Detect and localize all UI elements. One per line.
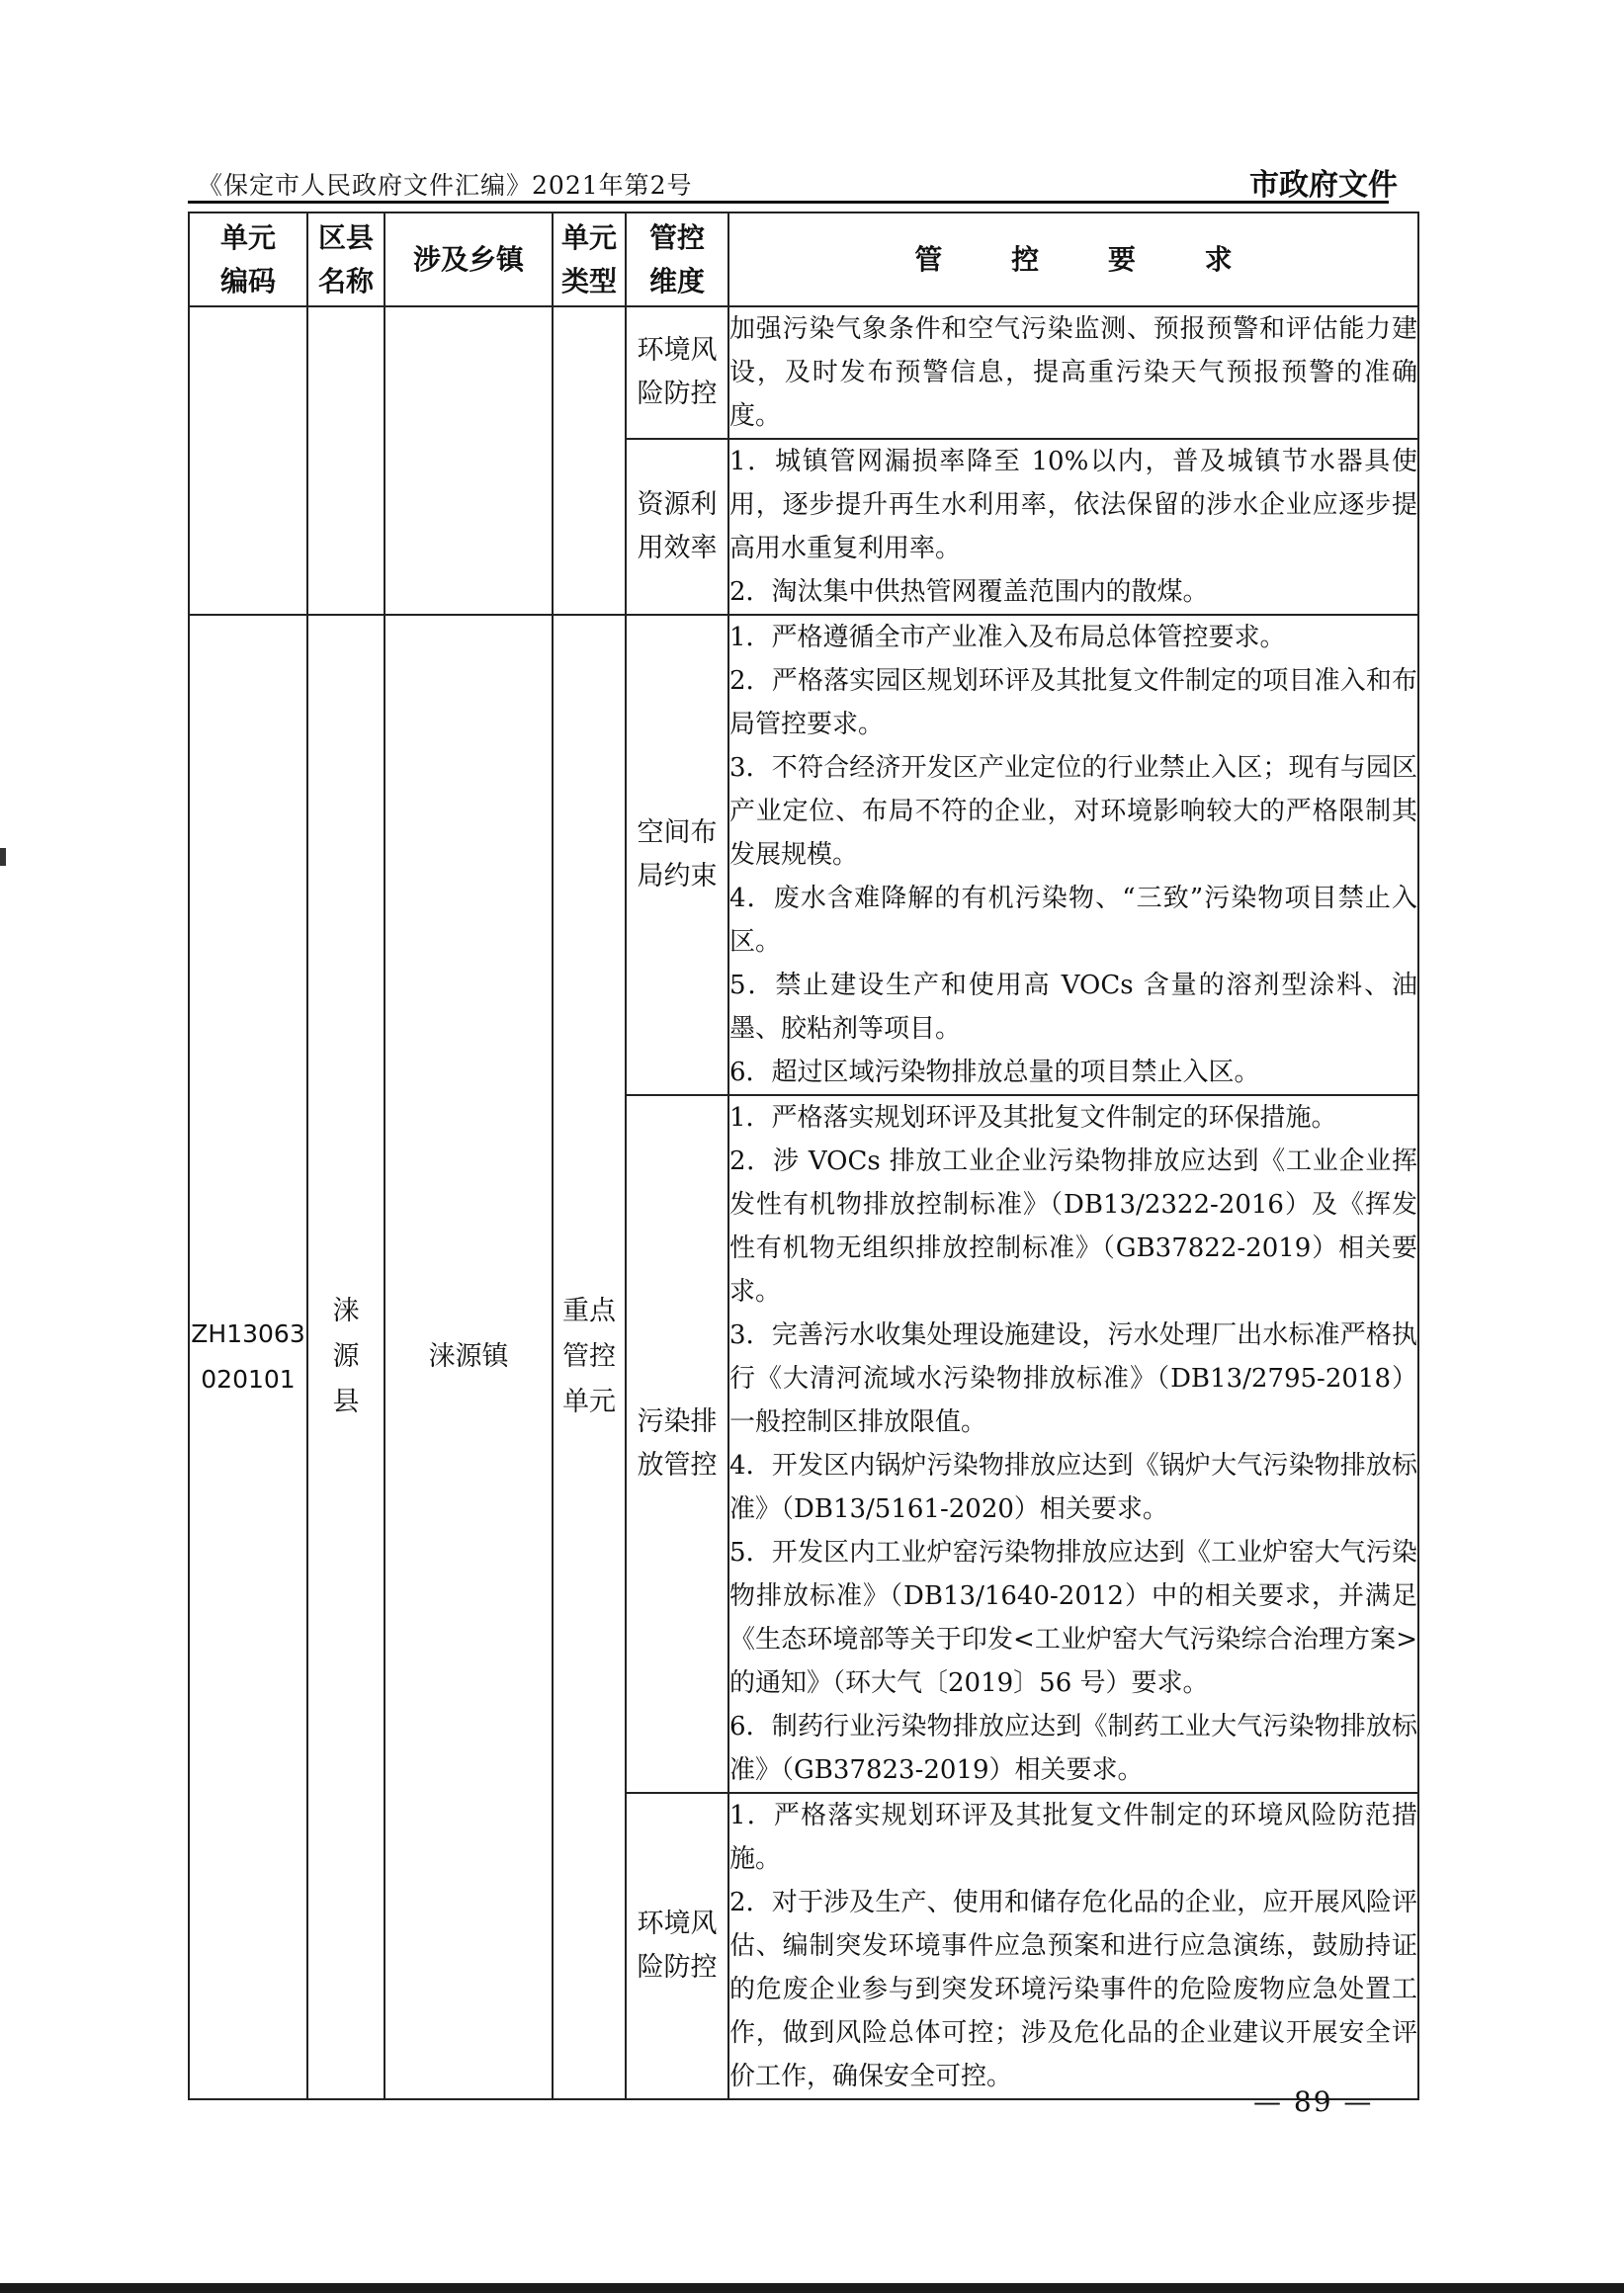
requirements-spatial-layout: [728, 615, 1418, 1095]
table-row: [189, 306, 1418, 439]
requirement-item: 6．超过区域污染物排放总量的项目禁止入区。: [729, 1058, 1260, 1087]
cell-blank-township: [385, 306, 553, 615]
col-header-dimension: 管控 维度: [626, 212, 728, 306]
cell-blank-county: [307, 306, 385, 615]
requirements-risk-control: [728, 306, 1418, 439]
requirements-resource-efficiency: [728, 439, 1418, 615]
requirement-item: 2．涉 VOCs 排放工业企业污染物排放应达到《工业企业挥发性有机物排放控制标准》（DB13/2322-2016）及《挥发性有机物无组织排放控制标准》（GB37822-2019）相关要求。: [729, 1146, 1417, 1307]
control-requirements-table: [188, 212, 1419, 2100]
col-header-township: 涉及乡镇: [385, 212, 553, 306]
requirement-item: 3．完善污水收集处理设施建设，污水处理厂出水标准严格执行《大清河流域水污染物排放标准》（DB13/2795-2018）一般控制区排放限值。: [729, 1320, 1417, 1437]
dimension-resource-efficiency: 资源利 用效率: [626, 439, 728, 615]
requirement-item: 2．淘汰集中供热管网覆盖范围内的散煤。: [729, 577, 1209, 607]
col-header-county: 区县 名称: [307, 212, 385, 306]
publication-title: 《保定市人民政府文件汇编》2021年第2号: [198, 171, 693, 200]
requirement-item: 4．开发区内锅炉污染物排放应达到《锅炉大气污染物排放标准》（DB13/5161-2020）相关要求。: [729, 1451, 1417, 1524]
col-header-unit-code: 单元 编码: [189, 212, 307, 306]
cell-blank-unit-code: [189, 306, 307, 615]
requirement-item: 1．严格落实规划环评及其批复文件制定的环境风险防范措施。: [729, 1801, 1417, 1874]
scan-edge-mark: [0, 848, 6, 866]
requirement-item: 1．严格落实规划环评及其批复文件制定的环保措施。: [729, 1103, 1337, 1133]
header-divider: [188, 201, 1389, 204]
requirement-item: 3．不符合经济开发区产业定位的行业禁止入区；现有与园区产业定位、布局不符的企业，对环境影响较大的严格限制其发展规模。: [729, 753, 1417, 870]
dimension-spatial-layout: 空间布 局约束: [626, 615, 728, 1095]
col-header-unit-type: 单元 类型: [553, 212, 626, 306]
cell-blank-unit-type: [553, 306, 626, 615]
unit-code: ZH13063 020101: [189, 615, 307, 2099]
township-name: 涞源镇: [385, 615, 553, 2099]
table-header-row: [189, 212, 1418, 306]
requirement-item: 1．严格遵循全市产业准入及布局总体管控要求。: [729, 623, 1286, 652]
requirements-risk-control: [728, 1793, 1418, 2099]
county-name: 涞 源 县: [307, 615, 385, 2099]
requirement-item: 4．废水含难降解的有机污染物、“三致”污染物项目禁止入区。: [729, 884, 1417, 957]
requirement-item: 6．制药行业污染物排放应达到《制药工业大气污染物排放标准》（GB37823-2019）相关要求。: [729, 1712, 1417, 1785]
requirement-item: 2．严格落实园区规划环评及其批复文件制定的项目准入和布局管控要求。: [729, 666, 1417, 739]
requirement-item: 2．对于涉及生产、使用和储存危化品的企业，应开展风险评估、编制突发环境事件应急预案和进行应急演练，鼓励持证的危废企业参与到突发环境污染事件的危险废物应急处置工作，做到风险总体可控；涉及危化品的企业建议开展安全评价工作，确保安全可控。: [729, 1888, 1417, 2091]
requirement-item: 1．城镇管网漏损率降至 10%以内，普及城镇节水器具使用，逐步提升再生水利用率，依法保留的涉水企业应逐步提高用水重复利用率。: [729, 447, 1417, 563]
dimension-pollution-discharge: 污染排 放管控: [626, 1095, 728, 1793]
section-label: 市政府文件: [1249, 168, 1398, 203]
requirement-item: 5．禁止建设生产和使用高 VOCs 含量的溶剂型涂料、油墨、胶粘剂等项目。: [729, 971, 1417, 1044]
col-header-requirements: 管 控 要 求: [728, 212, 1418, 306]
requirement-item: 5．开发区内工业炉窑污染物排放应达到《工业炉窑大气污染物排放标准》（DB13/1640-2012）中的相关要求，并满足《生态环境部等关于印发<工业炉窑大气污染综合治理方案>的通知》（环大气〔2019〕56 号）要求。: [729, 1538, 1417, 1698]
unit-type: 重点 管控 单元: [553, 615, 626, 2099]
requirement-item: 加强污染气象条件和空气污染监测、预报预警和评估能力建设，及时发布预警信息，提高重污染天气预报预警的准确度。: [729, 314, 1417, 431]
requirements-pollution-discharge: [728, 1095, 1418, 1793]
page-number: — 89 —: [1253, 2085, 1374, 2118]
dimension-risk-control: 环境风 险防控: [626, 306, 728, 439]
dimension-risk-control: 环境风 险防控: [626, 1793, 728, 2099]
scan-bottom-edge: [0, 2283, 1624, 2293]
table-row: [189, 615, 1418, 1095]
